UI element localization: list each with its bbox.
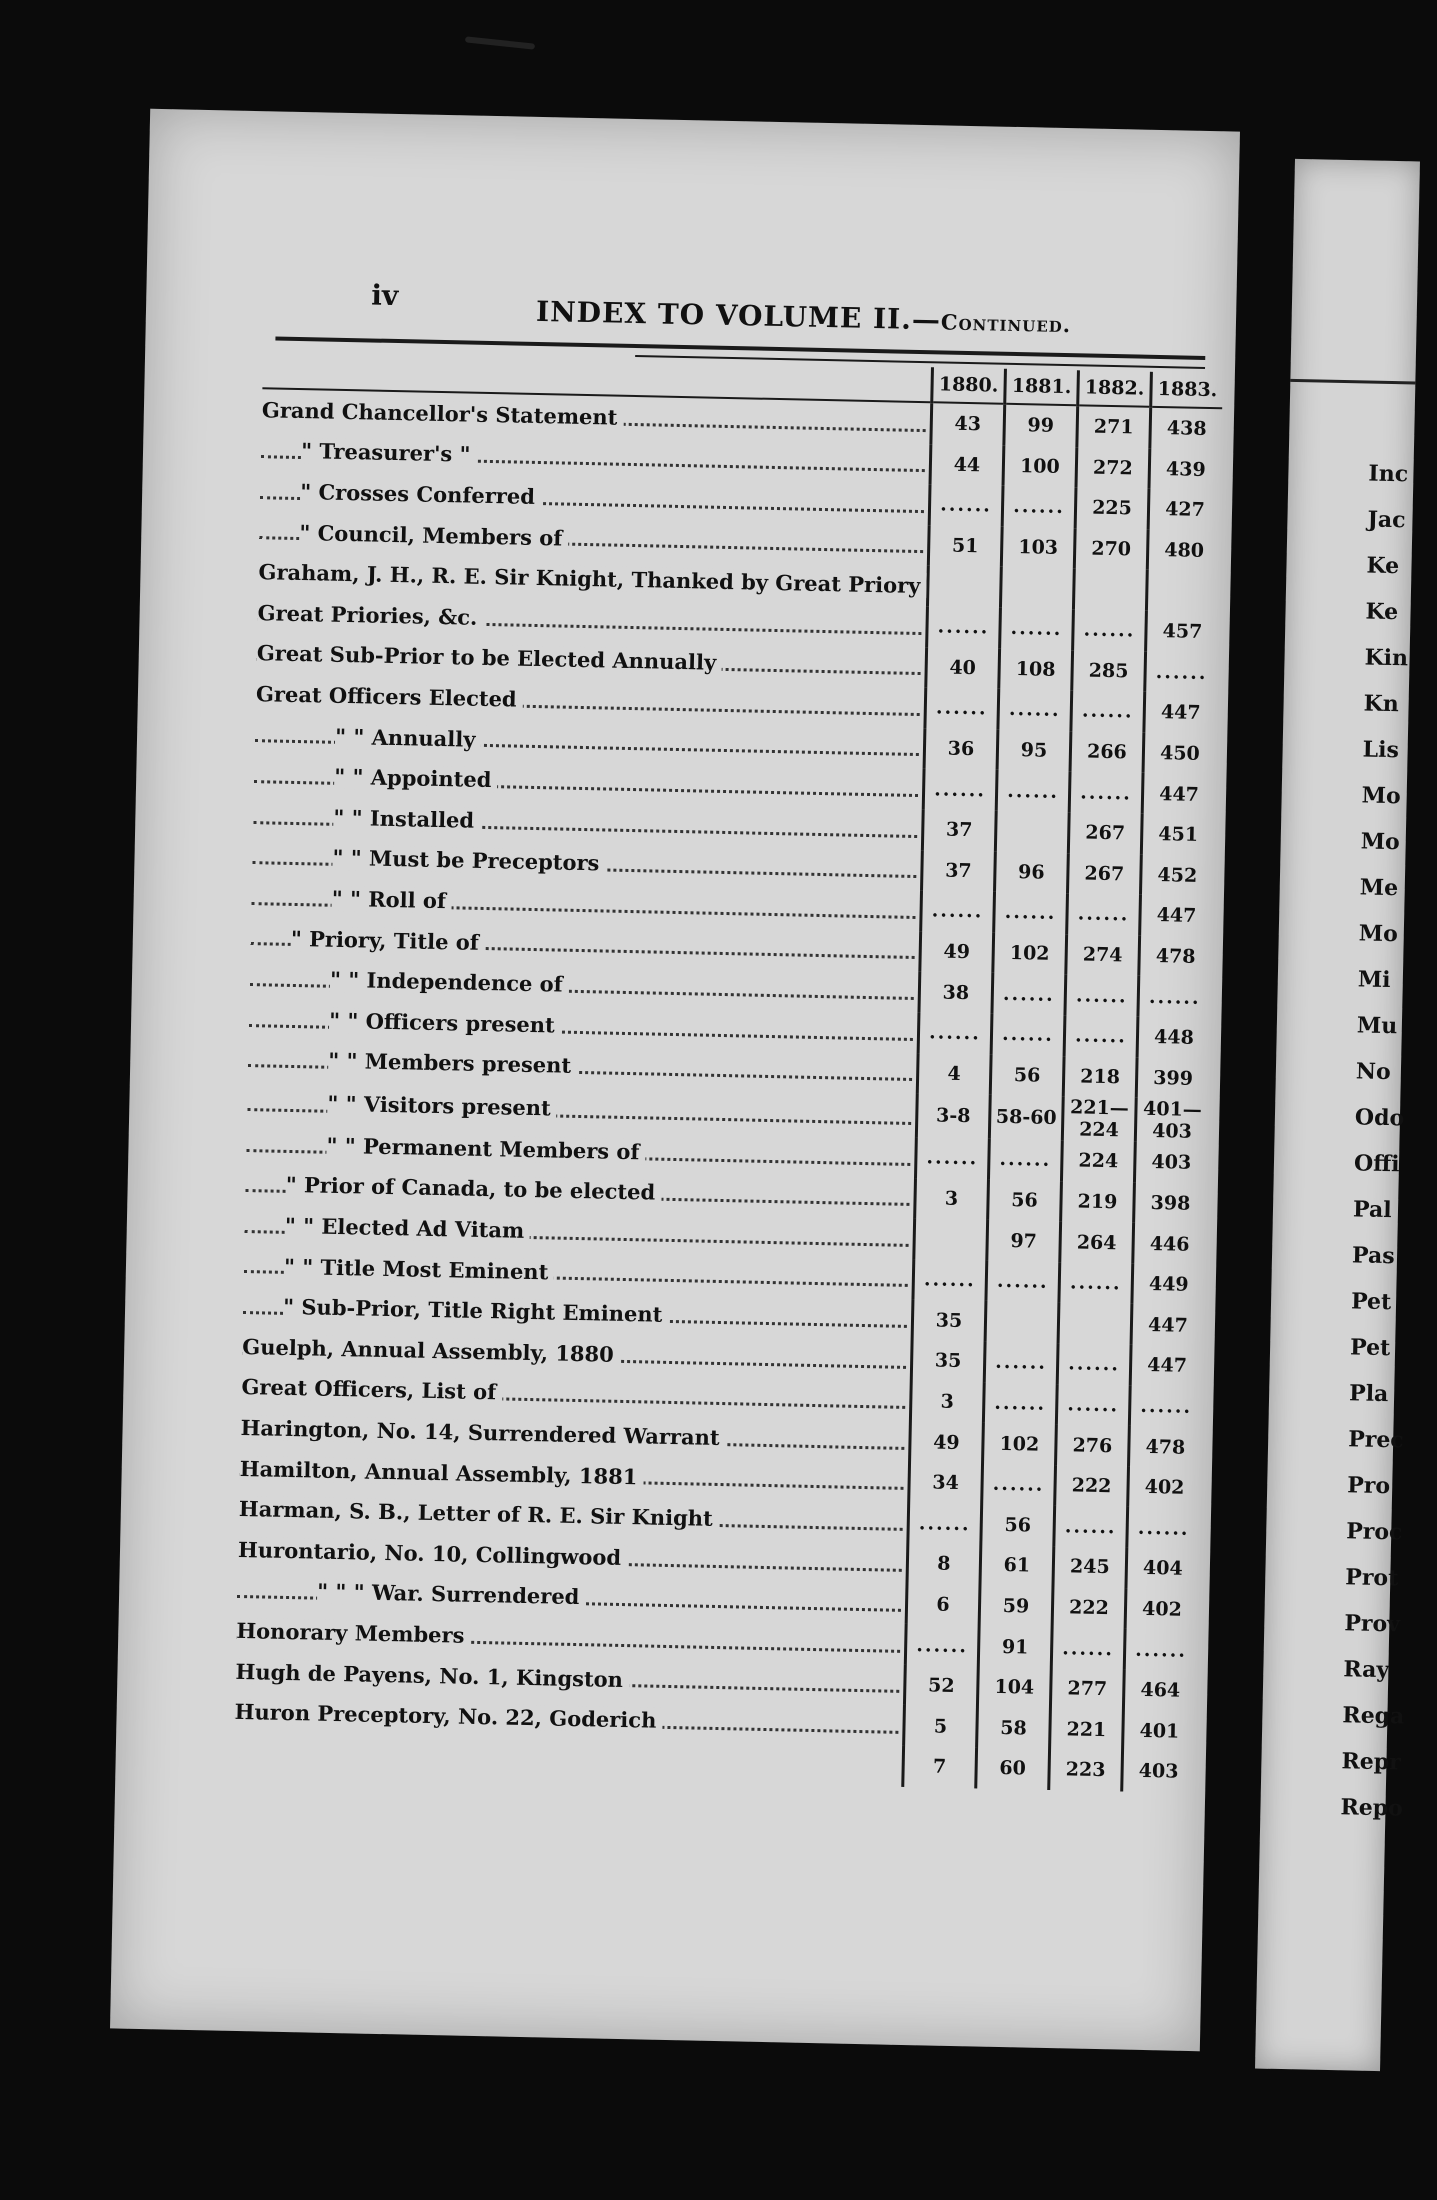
entry-label: Great Officers, List of (241, 1374, 502, 1404)
entry-label: " Sub-Prior, Title Right Eminent (283, 1294, 669, 1327)
page-ref-1880: ...... (908, 1502, 982, 1544)
entry-label: Great Officers Elected (256, 681, 523, 712)
index-page (110, 109, 1240, 2051)
page-ref-1882: ...... (1059, 1262, 1133, 1304)
page-ref-1880: 40 (926, 647, 1000, 689)
entry-label: " Council, Members of (299, 520, 568, 551)
page-ref-1880: 37 (922, 850, 996, 892)
page-ref-1881: 56 (988, 1179, 1062, 1221)
page-ref-1882: ...... (1057, 1343, 1131, 1385)
entry-label: Hamilton, Annual Assembly, 1881 (240, 1456, 644, 1489)
facing-page-word: Odo (1354, 1104, 1405, 1132)
page-ref-1880: 36 (924, 728, 998, 770)
facing-page-word: Mo (1361, 782, 1401, 810)
page-ref-1882: 264 (1060, 1221, 1134, 1263)
page-ref-1880: 52 (904, 1665, 978, 1707)
page-ref-1881: 102 (983, 1423, 1057, 1465)
page-number: iv (371, 278, 399, 313)
page-ref-1881: 58 (977, 1707, 1051, 1749)
page-ref-1882: 276 (1056, 1424, 1130, 1466)
page-ref-1883: 464 (1123, 1669, 1195, 1711)
page-ref-1880: 3-8 (916, 1093, 990, 1139)
facing-page-word: Jac (1367, 506, 1406, 534)
facing-page-word: Kn (1363, 690, 1400, 718)
page-ref-1881: 56 (990, 1054, 1064, 1096)
page-ref-1881: ...... (994, 892, 1068, 934)
facing-page-fragments (1295, 159, 1420, 1822)
facing-page-word: Repr (1341, 1748, 1401, 1776)
entry-label: Harington, No. 14, Surrendered Warrant (240, 1415, 725, 1450)
page-ref-1883 (1146, 570, 1218, 612)
entry-label: Guelph, Annual Assembly, 1880 (242, 1334, 620, 1367)
page-ref-1883: 427 (1148, 489, 1220, 531)
page-ref-1880: 35 (912, 1299, 986, 1341)
facing-page-word: Repo (1340, 1794, 1404, 1822)
page-ref-1881: 97 (987, 1220, 1061, 1262)
page-ref-1882: 272 (1076, 447, 1150, 489)
page-ref-1883: 398 (1134, 1182, 1206, 1224)
page-ref-1882: ...... (1051, 1627, 1125, 1669)
page-ref-1881: ...... (988, 1139, 1062, 1181)
page-ref-1882: 285 (1072, 650, 1146, 692)
page-ref-1883: 403 (1122, 1751, 1194, 1793)
page-ref-1881: 99 (1004, 404, 1078, 447)
page-ref-1883: 438 (1150, 407, 1222, 450)
entry-label: " Crosses Conferred (300, 479, 541, 509)
page-ref-1881: ...... (1002, 486, 1076, 528)
page-ref-1880: ...... (905, 1624, 979, 1666)
entry-label: " Treasurer's " (301, 438, 477, 467)
entry-label: " " Permanent Members of (326, 1133, 645, 1165)
facing-page-word: Inc (1368, 460, 1409, 488)
entry-label: " " Roll of (331, 886, 452, 914)
page-ref-1882: 245 (1053, 1546, 1127, 1588)
page-ref-1881: 102 (993, 932, 1067, 974)
page-ref-1883: ...... (1145, 651, 1217, 693)
page-ref-1883: 478 (1128, 1426, 1200, 1468)
page-ref-1883: 446 (1133, 1223, 1205, 1265)
page-ref-1882: 270 (1074, 528, 1148, 570)
facing-page-word: Mu (1356, 1012, 1398, 1040)
entry-label: " " Title Most Eminent (284, 1254, 555, 1285)
page-ref-1880: 8 (907, 1543, 981, 1585)
page-ref-1880: 7 (903, 1746, 977, 1788)
page-ref-1883: 478 (1139, 935, 1211, 977)
page-ref-1883: 452 (1140, 854, 1212, 896)
page-ref-1882: ...... (1065, 974, 1139, 1016)
facing-page-word: Ke (1365, 598, 1399, 626)
facing-page-rule (1290, 379, 1415, 385)
entry-label: Huron Preceptory, No. 22, Goderich (234, 1699, 662, 1733)
page-ref-1882: 221—224 (1062, 1096, 1136, 1142)
year-header: 1883. (1151, 372, 1223, 408)
facing-page-word: No (1355, 1058, 1391, 1086)
entry-label: " " Independence of (330, 967, 569, 997)
page-ref-1880: ...... (923, 768, 997, 810)
page-ref-1882 (1058, 1303, 1132, 1345)
facing-page-word: Lis (1362, 736, 1400, 764)
page-ref-1881 (1000, 567, 1074, 609)
page-ref-1882: 225 (1075, 487, 1149, 529)
page-ref-1882: 222 (1052, 1587, 1126, 1629)
page-ref-1882: ...... (1067, 893, 1141, 935)
facing-page-word: Pro (1346, 1472, 1391, 1500)
page-ref-1883: ...... (1124, 1629, 1196, 1671)
facing-page-word: Proc (1346, 1518, 1403, 1546)
page-ref-1883: 449 (1132, 1264, 1204, 1306)
page-ref-1882: ...... (1056, 1384, 1130, 1426)
page-ref-1880: 6 (906, 1584, 980, 1626)
facing-page-word: Pal (1352, 1196, 1392, 1224)
page-ref-1881: 91 (978, 1626, 1052, 1668)
facing-page-word: Mo (1358, 920, 1399, 948)
page-ref-1881: 59 (979, 1585, 1053, 1627)
page-ref-1881: 56 (981, 1504, 1055, 1546)
entry-label: Great Priories, &c. (257, 600, 483, 630)
entry-label: " " Must be Preceptors (332, 845, 605, 876)
page-ref-1881: ...... (1000, 608, 1074, 650)
page-ref-1880: 34 (909, 1462, 983, 1504)
page-ref-1883: 402 (1125, 1588, 1197, 1630)
entry-label: " " Officers present (329, 1007, 561, 1037)
entry-label: Great Sub-Prior to be Elected Annually (257, 641, 723, 676)
page-ref-1881: 103 (1001, 527, 1075, 569)
facing-page-word: Me (1359, 874, 1399, 902)
facing-page-word: Prov (1344, 1610, 1401, 1638)
page-ref-1880: 5 (904, 1705, 978, 1747)
index-table (233, 353, 1223, 1792)
entry-label: Hurontario, No. 10, Collingwood (238, 1537, 628, 1570)
page-ref-1881: ...... (983, 1382, 1057, 1424)
page-ref-1883: ...... (1138, 976, 1210, 1018)
page-ref-1883: 447 (1142, 773, 1214, 815)
page-ref-1883: 450 (1143, 732, 1215, 774)
page-ref-1882: 267 (1068, 812, 1142, 854)
ink-mark (465, 36, 535, 49)
page-ref-1881: 100 (1003, 445, 1077, 487)
entry-label: Grand Chancellor's Statement (262, 397, 624, 430)
index-body (233, 388, 1222, 1792)
entry-label: " Prior of Canada, to be elected (285, 1172, 661, 1205)
page-ref-1880: 49 (910, 1421, 984, 1463)
facing-page-word: Pet (1349, 1334, 1391, 1362)
page-ref-1883: ...... (1129, 1385, 1201, 1427)
facing-page-word: Mi (1357, 966, 1391, 994)
page-ref-1880: ...... (925, 687, 999, 729)
entry-label: Graham, J. H., R. E. Sir Knight, Thanked by Great Priory (258, 559, 926, 598)
facing-page-word: Prot (1345, 1564, 1399, 1592)
entry-label: " Priory, Title of (291, 925, 485, 954)
page-ref-1882: 271 (1077, 405, 1151, 448)
entry-label (234, 1740, 241, 1765)
page-ref-1880: ...... (921, 890, 995, 932)
entry-label: " " Visitors present (327, 1090, 557, 1120)
year-header: 1881. (1005, 369, 1079, 406)
page-ref-1881: ...... (991, 1014, 1065, 1056)
page-ref-1882: 267 (1067, 853, 1141, 895)
page-ref-1883: 401—403 (1135, 1098, 1207, 1143)
page-ref-1882: ...... (1064, 1015, 1138, 1057)
page-ref-1883: 480 (1147, 530, 1219, 572)
page-ref-1883: 404 (1126, 1548, 1198, 1590)
page-ref-1880 (927, 566, 1001, 608)
page-ref-1880: 43 (931, 402, 1005, 445)
facing-page-word: Ke (1366, 552, 1400, 580)
page-ref-1882: ...... (1069, 772, 1143, 814)
page-ref-1883: 448 (1137, 1017, 1209, 1059)
heading-continued: Continued. (940, 309, 1072, 338)
page-ref-1881: 95 (997, 729, 1071, 771)
page-ref-1880: ...... (913, 1259, 987, 1301)
page-ref-1881: 61 (980, 1545, 1054, 1587)
page-ref-1881: 104 (977, 1666, 1051, 1708)
page-ref-1882: ...... (1054, 1505, 1128, 1547)
page-ref-1880: 37 (922, 809, 996, 851)
page-ref-1881: ...... (992, 973, 1066, 1015)
page-ref-1883: 399 (1136, 1057, 1208, 1099)
page-ref-1883: 402 (1128, 1466, 1200, 1508)
page-ref-1880: ...... (927, 606, 1001, 648)
page-ref-1880: 35 (911, 1340, 985, 1382)
page-ref-1882: ...... (1073, 609, 1147, 651)
page-ref-1882: 222 (1055, 1465, 1129, 1507)
page-ref-1881: 60 (976, 1747, 1050, 1789)
page-ref-1883: 439 (1149, 448, 1221, 490)
facing-page-word: Kin (1364, 644, 1409, 672)
facing-page-word: Pla (1348, 1380, 1389, 1408)
page-ref-1881: ...... (996, 770, 1070, 812)
page-ref-1880: 51 (928, 525, 1002, 567)
year-header: 1882. (1078, 370, 1152, 407)
entry-label: Honorary Members (236, 1618, 471, 1648)
page-ref-1880: 38 (919, 971, 993, 1013)
facing-page-word: Offi (1353, 1150, 1400, 1178)
facing-page-word: Pas (1351, 1242, 1395, 1270)
facing-page-word: Ray (1343, 1656, 1390, 1684)
entry-label: " " Annually (335, 723, 482, 751)
entry-label: " " Installed (333, 805, 480, 833)
page-ref-1882: 219 (1061, 1181, 1135, 1223)
page-ref-1880: 3 (915, 1178, 989, 1220)
page-ref-1880: 44 (930, 444, 1004, 486)
entry-label: " " Elected Ad Vitam (285, 1213, 531, 1243)
facing-page-edge (1255, 159, 1420, 2071)
page-ref-1882: 266 (1070, 731, 1144, 773)
page-ref-1881: ...... (986, 1260, 1060, 1302)
page-ref-1881: 96 (994, 851, 1068, 893)
page-ref-1880: 3 (910, 1381, 984, 1423)
page-ref-1880: ...... (929, 484, 1003, 526)
page-ref-1883: 447 (1131, 1304, 1203, 1346)
entry-label: Hugh de Payens, No. 1, Kingston (235, 1659, 629, 1692)
page-ref-1881: ...... (998, 689, 1072, 731)
page-ref-1882: ...... (1071, 690, 1145, 732)
page-ref-1881: 58-60 (989, 1095, 1063, 1141)
page-ref-1883: 447 (1130, 1345, 1202, 1387)
entry-label: Harman, S. B., Letter of R. E. Sir Knight (239, 1496, 719, 1531)
page-ref-1882: 224 (1061, 1140, 1135, 1182)
page-ref-1883: 457 (1146, 611, 1218, 653)
facing-page-word: Rega (1342, 1702, 1405, 1730)
page-ref-1882: 223 (1049, 1749, 1123, 1791)
entry-label: " " Members present (328, 1048, 577, 1078)
page-ref-1882: 221 (1050, 1708, 1124, 1750)
page-ref-1881: ...... (984, 1342, 1058, 1384)
entry-label: " " " War. Surrendered (317, 1579, 586, 1610)
page-ref-1882: 218 (1063, 1056, 1137, 1098)
year-header: 1880. (932, 367, 1006, 404)
page-ref-1882 (1073, 569, 1147, 611)
page-ref-1883: 403 (1134, 1142, 1206, 1184)
heading-main: INDEX TO VOLUME II.— (535, 294, 942, 337)
page-ref-1880: ...... (918, 1012, 992, 1054)
facing-page-word: Pet (1350, 1288, 1392, 1316)
page-ref-1883: 447 (1140, 895, 1212, 937)
page-ref-1881: 108 (999, 648, 1073, 690)
page-ref-1883: 401 (1123, 1710, 1195, 1752)
page-ref-1880: 49 (920, 931, 994, 973)
page-ref-1881 (995, 811, 1069, 853)
entry-label: " " Appointed (334, 764, 498, 792)
page-ref-1881 (985, 1301, 1059, 1343)
page-ref-1880 (914, 1218, 988, 1260)
page-ref-1881: ...... (982, 1463, 1056, 1505)
page-ref-1880: 4 (917, 1053, 991, 1095)
page-ref-1883: 447 (1144, 692, 1216, 734)
page-heading (536, 295, 1072, 339)
page-ref-1883: ...... (1127, 1507, 1199, 1549)
page-ref-1880: ...... (915, 1137, 989, 1179)
facing-page-word: Mo (1360, 828, 1401, 856)
facing-page-word: Prec (1347, 1426, 1405, 1454)
page-ref-1882: 274 (1066, 934, 1140, 976)
page-ref-1882: 277 (1050, 1668, 1124, 1710)
page-ref-1883: 451 (1141, 814, 1213, 856)
